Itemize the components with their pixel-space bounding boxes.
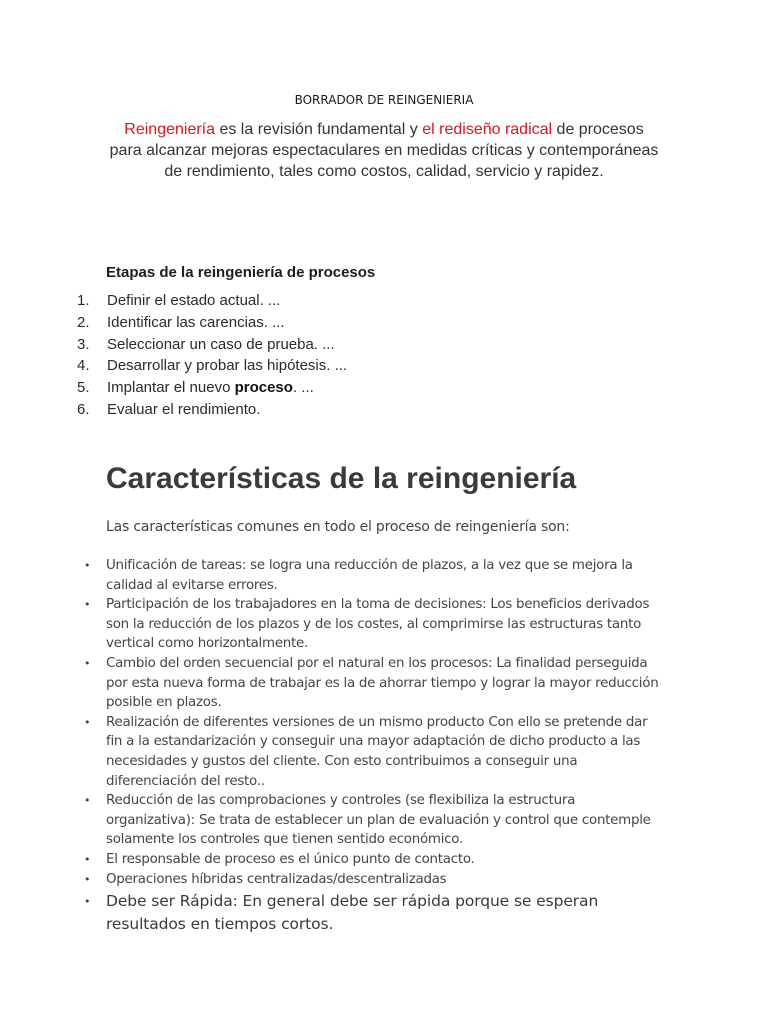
etapa-text: Evaluar el rendimiento.: [107, 400, 261, 418]
etapa-text: Desarrollar y probar las hipótesis. ...: [107, 357, 348, 375]
etapa-number: 4.: [77, 357, 90, 375]
etapa-item: [77, 399, 347, 421]
etapa-text-bold: proceso: [234, 379, 293, 397]
etapas-heading: Etapas de la reingeniería de procesos: [106, 264, 376, 281]
etapa-text: Identificar las carencias. ...: [107, 313, 285, 331]
caracteristica-item: [84, 870, 684, 890]
caracteristica-item: [84, 890, 684, 936]
etapa-item: [77, 377, 347, 399]
caracteristica-text: El responsable de proceso es el único punto de contacto.: [106, 851, 475, 867]
document-title: BORRADOR DE REINGENIERIA: [294, 93, 474, 107]
caracteristica-item: [84, 791, 684, 850]
caracteristica-text: Unificación de tareas: se logra una reducción de plazos, a la vez que se mejora la calidad al evitarse errores.: [106, 558, 633, 593]
caracteristica-text: Participación de los trabajadores en la toma de decisiones: Los beneficios derivados son la reducción de los plazos y de los costes, al comprimirse las estructuras tanto vertical como horizontalmente.: [106, 597, 650, 652]
caracteristica-text: Cambio del orden secuencial por el natural en los procesos: La finalidad perseguida por esta nueva forma de trabajar es la de ahorrar tiempo y lograr la mayor reducción posible en plazos.: [106, 655, 659, 711]
caracteristica-item: [84, 654, 684, 713]
caracteristica-text: Reducción de las comprobaciones y controles (se flexibiliza la estructura organizativa): Se trata de establecer un plan de evaluación y control que contemple solamente los controles que tienen sentido económico.: [106, 793, 651, 848]
bullet-icon: •: [84, 794, 91, 808]
bullet-icon: •: [84, 559, 91, 572]
bullet-icon: •: [84, 872, 91, 886]
etapa-number: 1.: [77, 292, 90, 309]
definition-term: Reingeniería: [124, 121, 216, 138]
caracteristica-item: [84, 850, 684, 870]
caracteristica-item: [84, 713, 684, 791]
bullet-icon: •: [84, 656, 91, 670]
etapa-item: [77, 290, 347, 312]
etapa-text: Definir el estado actual. ...: [107, 292, 281, 309]
caracteristica-text: Debe ser Rápida: En general debe ser rápida porque se esperan resultados en tiempos cortos.: [106, 892, 599, 934]
caracteristicas-list: [84, 556, 684, 936]
definition-text-2: de procesos para alcanzar mejoras espectaculares en medidas críticas y contemporáneas de rendimiento, tales como costos, calidad, servicio y rapidez.: [109, 121, 659, 180]
caracteristica-text: Operaciones híbridas centralizadas/descentralizadas: [106, 871, 447, 887]
caracteristica-text: Realización de diferentes versiones de un mismo producto Con ello se pretende dar fin a la estandarización y conseguir una mayor adaptación de dicho producto a las necesidades y gustos del cliente. Con esto contribuimos a conseguir una diferenciación del resto..: [106, 714, 648, 789]
etapa-text: Seleccionar un caso de prueba. ...: [107, 335, 335, 353]
etapa-text: [107, 377, 314, 399]
etapas-list: [77, 290, 347, 421]
etapa-item: [77, 334, 347, 356]
bullet-icon: •: [84, 715, 91, 729]
bullet-icon: •: [84, 895, 91, 909]
etapa-number: 3.: [77, 335, 90, 353]
definition-highlight: el rediseño radical: [422, 121, 553, 138]
etapa-number: 6.: [77, 400, 90, 418]
etapa-number: 2.: [77, 313, 90, 331]
definition-text-1: es la revisión fundamental y: [215, 121, 423, 138]
etapa-text-pre: Implantar el nuevo: [107, 379, 235, 397]
etapa-text-post: . ...: [292, 379, 314, 397]
etapa-item: [77, 355, 347, 377]
etapa-number: 5.: [77, 379, 90, 397]
bullet-icon: •: [84, 598, 91, 612]
definition-paragraph: [108, 119, 660, 182]
caracteristica-item: [84, 595, 684, 654]
etapa-item: [77, 312, 347, 334]
caracteristicas-heading: Características de la reingeniería: [106, 462, 577, 495]
caracteristica-item: [84, 556, 684, 595]
bullet-icon: •: [84, 852, 91, 866]
caracteristicas-intro: Las características comunes en todo el proceso de reingeniería son:: [106, 519, 570, 535]
